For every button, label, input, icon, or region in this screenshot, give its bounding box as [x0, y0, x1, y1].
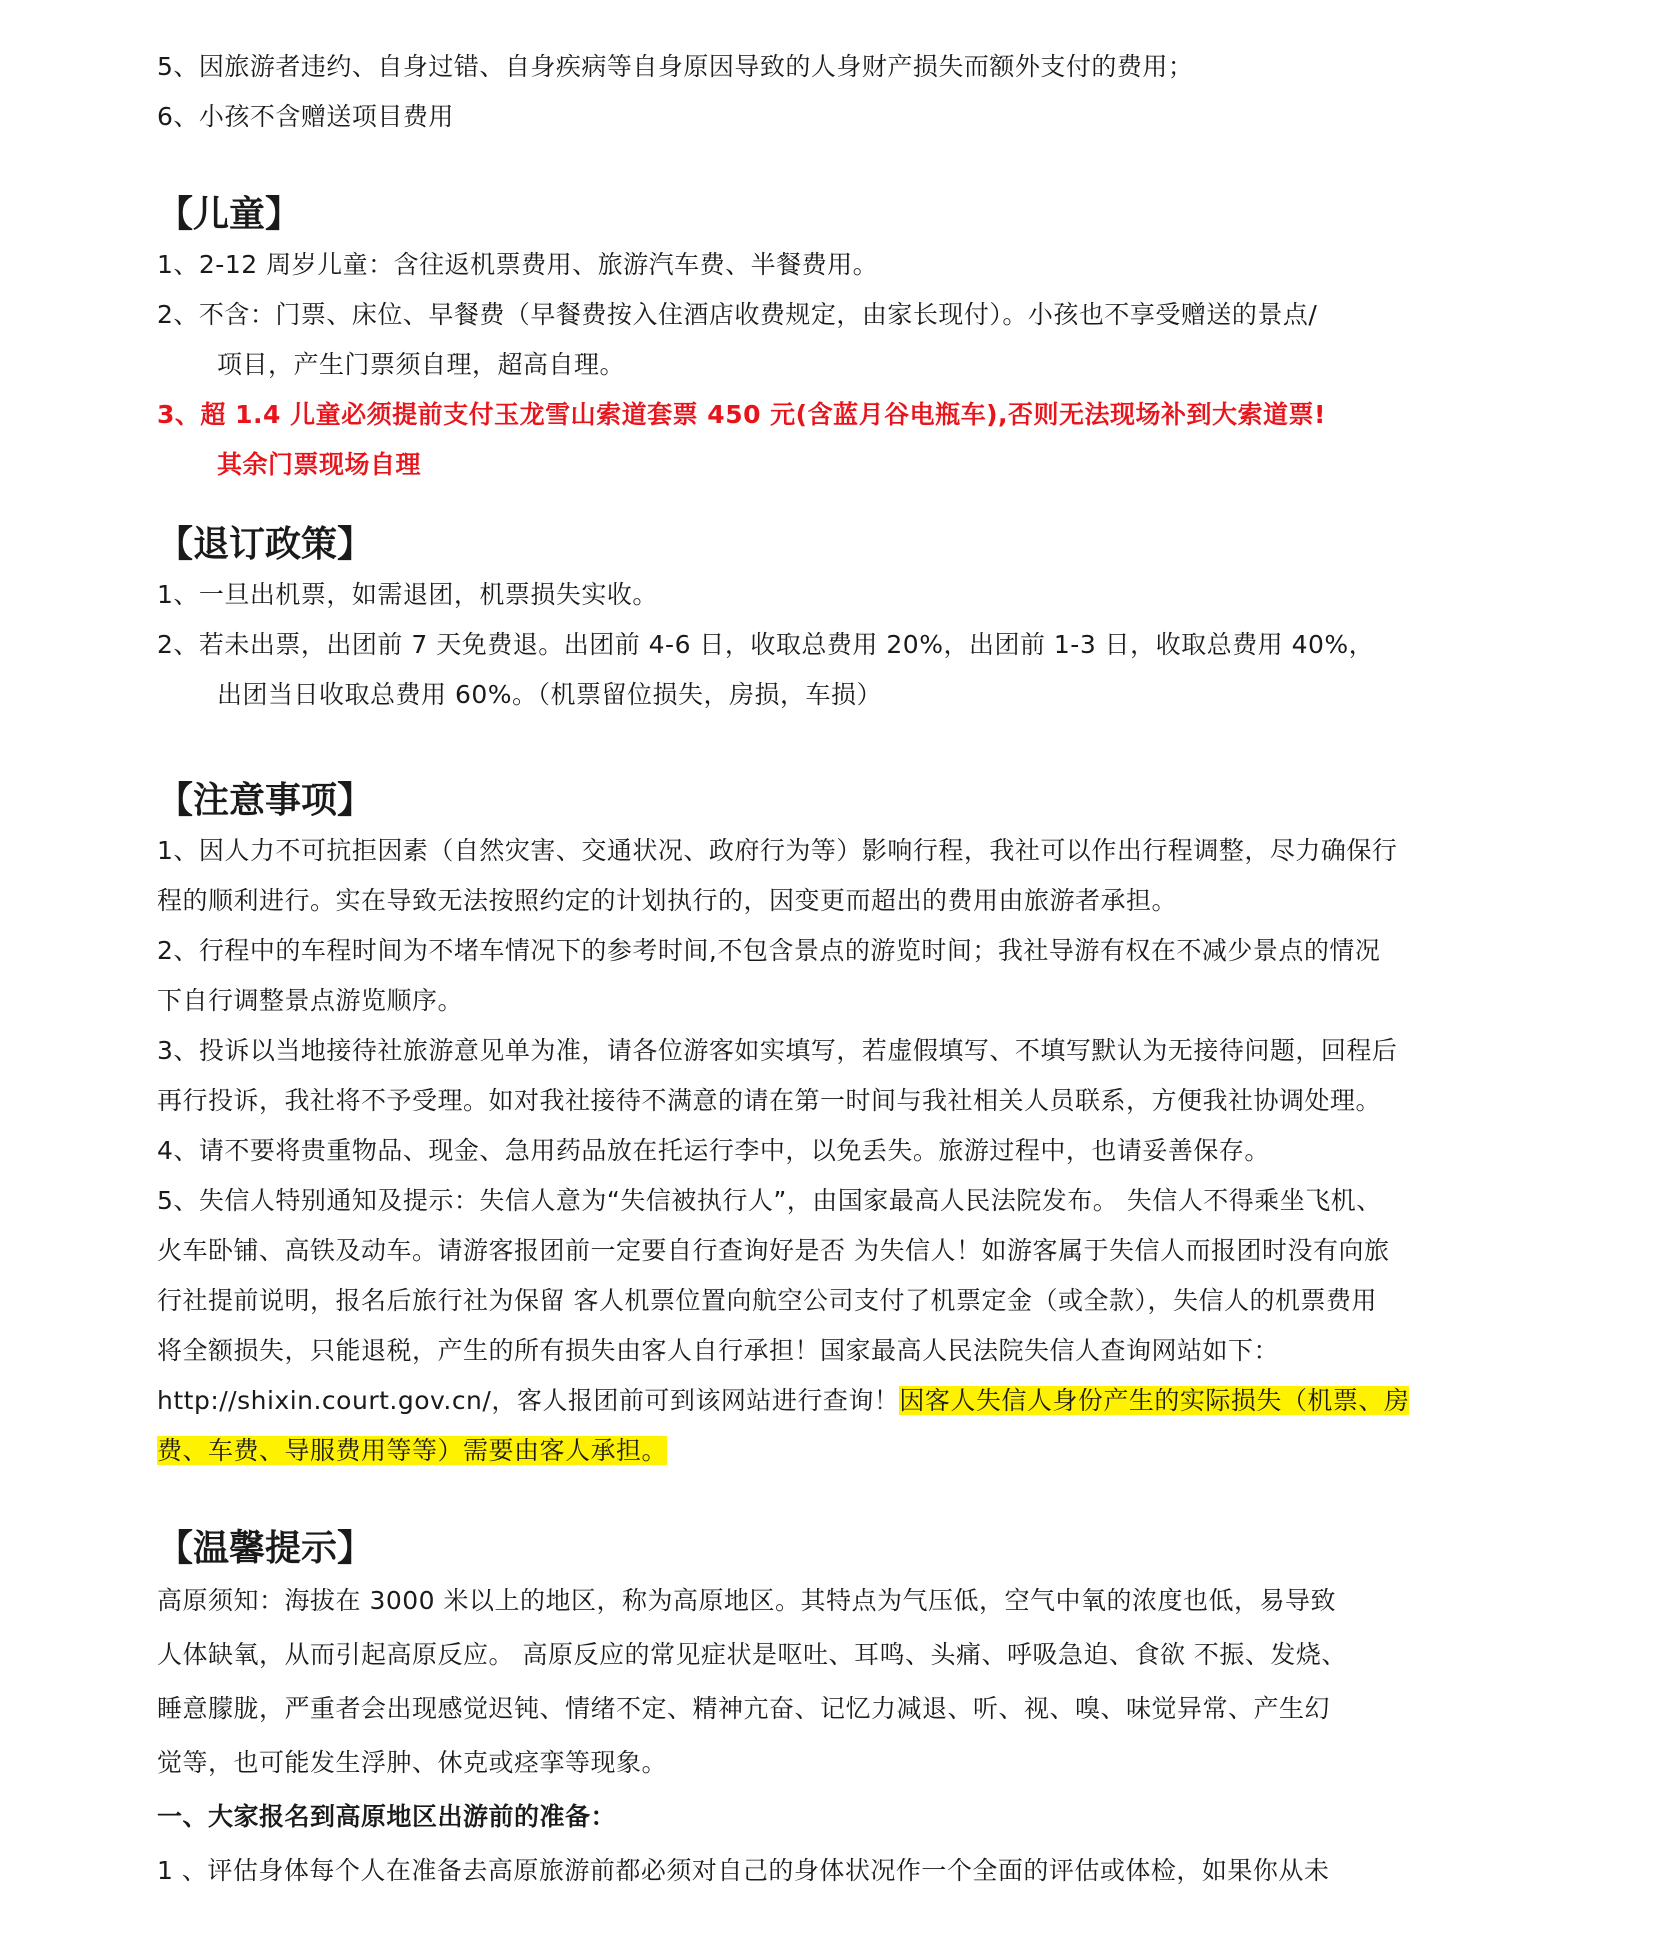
notes-line: 2、行程中的车程时间为不堵车情况下的参考时间,不包含景点的游览时间；我社导游有权在不减少景点的情况 — [157, 936, 1381, 965]
notes-line: 将全额损失，只能退税，产生的所有损失由客人自行承担！国家最高人民法院失信人查询网站如下： — [157, 1336, 1280, 1365]
court-url-text: http://shixin.court.gov.cn/，客人报团前可到该网站进行查询！ — [157, 1386, 900, 1415]
notes-heading: 【注意事项】 — [157, 780, 374, 821]
refund-item-1: 1、一旦出机票，如需退团，机票损失实收。 — [157, 580, 658, 609]
tips-line: 睡意朦胧，严重者会出现感觉迟钝、情绪不定、精神亢奋、记忆力减退、听、视、嗅、味觉异常、产生幻 — [157, 1694, 1331, 1723]
notes-line: 程的顺利进行。实在导致无法按照约定的计划执行的，因变更而超出的费用由旅游者承担。 — [157, 886, 1178, 915]
notes-line: 火车卧铺、高铁及动车。请游客报团前一定要自行查询好是否 为失信人！如游客属于失信人而报团时没有向旅 — [157, 1236, 1390, 1265]
notes-line: 3、投诉以当地接待社旅游意见单为准，请各位游客如实填写，若虚假填写、不填写默认为无接待问题，回程后 — [157, 1036, 1398, 1065]
refund-heading: 【退订政策】 — [157, 524, 374, 565]
children-item-2-cont: 项目，产生门票须自理，超高自理。 — [217, 350, 626, 379]
children-item-2: 2、不含：门票、床位、早餐费（早餐费按入住酒店收费规定，由家长现付）。小孩也不享受赠送的景点/ — [157, 300, 1318, 329]
refund-item-2: 2、若未出票，出团前 7 天免费退。出团前 4-6 日，收取总费用 20%，出团前 1-3 日，收取总费用 40%， — [157, 630, 1375, 659]
notes-line: 4、请不要将贵重物品、现金、急用药品放在托运行李中，以免丢失。旅游过程中，也请妥善保存。 — [157, 1136, 1270, 1165]
notes-line: 下自行调整景点游览顺序。 — [157, 986, 464, 1015]
top-item-5: 5、因旅游者违约、自身过错、自身疾病等自身原因导致的人身财产损失而额外支付的费用； — [157, 52, 1194, 81]
highlighted-warning: 因客人失信人身份产生的实际损失（机票、房 — [899, 1386, 1410, 1415]
refund-item-2-cont: 出团当日收取总费用 60%。（机票留位损失，房损，车损） — [217, 680, 883, 709]
notes-line: 1、因人力不可抗拒因素（自然灾害、交通状况、政府行为等）影响行程，我社可以作出行程调整，尽力确保行 — [157, 836, 1398, 865]
highlighted-warning-cont: 费、车费、导服费用等等）需要由客人承担。 — [157, 1436, 668, 1465]
tips-last-line: 1 、评估身体每个人在准备去高原旅游前都必须对自己的身体状况作一个全面的评估或体检，如果你从未 — [157, 1856, 1330, 1885]
tips-subheading: 一、大家报名到高原地区出游前的准备： — [157, 1802, 617, 1831]
children-heading: 【儿童】 — [157, 194, 302, 235]
tips-line: 高原须知：海拔在 3000 米以上的地区，称为高原地区。其特点为气压低，空气中氧的浓度也低，易导致 — [157, 1586, 1337, 1615]
top-item-6: 6、小孩不含赠送项目费用 — [157, 102, 454, 131]
notes-line: 再行投诉，我社将不予受理。如对我社接待不满意的请在第一时间与我社相关人员联系，方便我社协调处理。 — [157, 1086, 1382, 1115]
children-item-3: 3、超 1.4 儿童必须提前支付玉龙雪山索道套票 450 元(含蓝月谷电瓶车),否则无法现场补到大索道票! — [157, 400, 1326, 429]
tips-line: 觉等，也可能发生浮肿、休克或痉挛等现象。 — [157, 1748, 668, 1777]
notes-url-line — [157, 1376, 1497, 1426]
children-item-3-cont: 其余门票现场自理 — [217, 450, 422, 479]
notes-line: 行社提前说明，报名后旅行社为保留 客人机票位置向航空公司支付了机票定金（或全款），失信人的机票费用 — [157, 1286, 1377, 1315]
notes-line: 5、失信人特别通知及提示：失信人意为“失信被执行人”，由国家最高人民法院发布。 失信人不得乘坐飞机、 — [157, 1186, 1382, 1215]
children-item-1: 1、2-12 周岁儿童：含往返机票费用、旅游汽车费、半餐费用。 — [157, 250, 879, 279]
tips-heading: 【温馨提示】 — [157, 1528, 374, 1569]
notes-last-line — [157, 1426, 1497, 1476]
document-page — [157, 42, 1497, 1898]
tips-line: 人体缺氧，从而引起高原反应。 高原反应的常见症状是呕吐、耳鸣、头痛、呼吸急迫、食欲 不振、发烧、 — [157, 1640, 1347, 1669]
